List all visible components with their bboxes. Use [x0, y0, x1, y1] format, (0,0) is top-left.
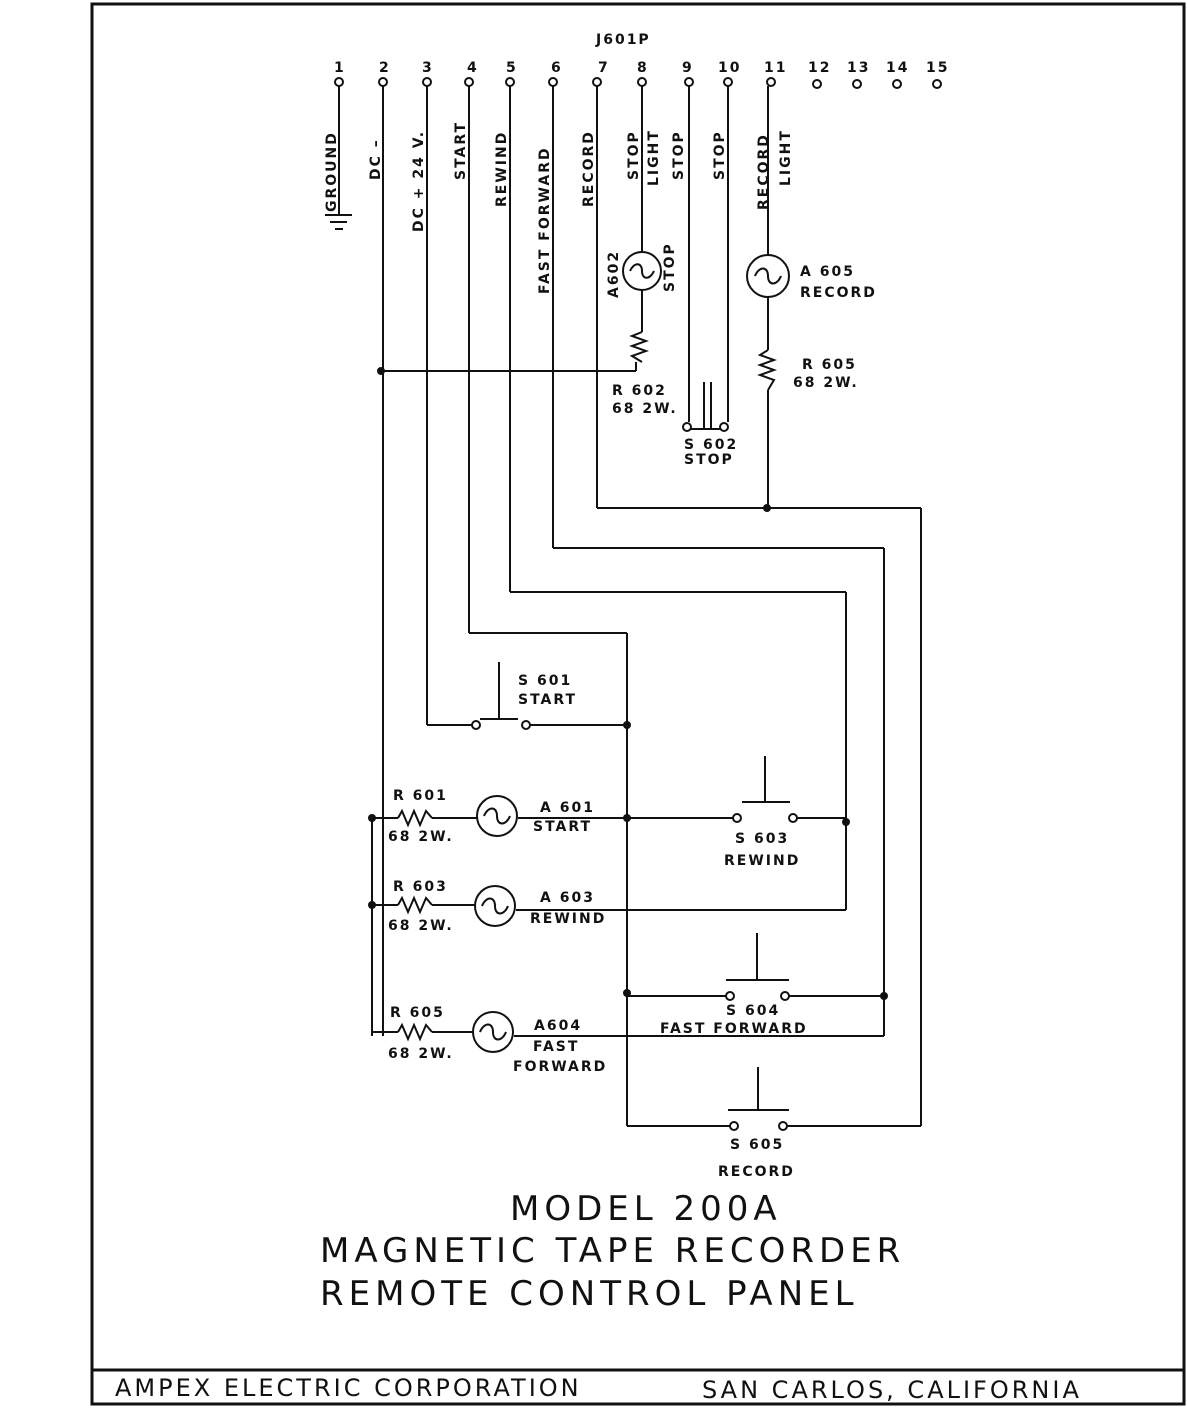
wiring [325, 86, 921, 1126]
resistor-r605-bottom [398, 1025, 432, 1039]
r602-ref: R 602 [612, 383, 667, 399]
s604-name: FAST FORWARD [660, 1021, 808, 1037]
pin-number-11: 11 [764, 60, 788, 76]
label-a602-name: STOP [662, 242, 678, 292]
s603-ref: S 603 [735, 831, 790, 847]
title-model: MODEL 200A [510, 1189, 782, 1229]
label-stop-light-1: STOP [626, 130, 642, 180]
pin-number-9: 9 [682, 60, 694, 76]
pin-numbers [334, 60, 949, 76]
r605-top-value: 68 2W. [793, 375, 859, 391]
s603-name: REWIND [724, 853, 801, 869]
a605-name: RECORD [800, 285, 877, 301]
label-a602-ref: A602 [606, 249, 622, 298]
title-recorder: MAGNETIC TAPE RECORDER [320, 1231, 906, 1271]
lamp-a603 [475, 886, 515, 926]
title-block [320, 1189, 905, 1314]
r603-value: 68 2W. [388, 918, 454, 934]
label-dc-minus: DC – [368, 138, 384, 180]
lamp-a605 [747, 255, 789, 297]
component-labels [388, 264, 877, 1180]
resistor-r601 [398, 811, 432, 825]
s605-name: RECORD [718, 1164, 795, 1180]
pin-number-12: 12 [808, 60, 832, 76]
pin-number-14: 14 [886, 60, 910, 76]
a603-ref: A 603 [540, 890, 595, 906]
pin-number-1: 1 [334, 60, 346, 76]
connector-label: J601P [596, 32, 651, 48]
pin-number-3: 3 [422, 60, 434, 76]
pin-number-13: 13 [847, 60, 871, 76]
label-fast-forward: FAST FORWARD [537, 146, 553, 294]
pin-number-15: 15 [926, 60, 950, 76]
pin-number-8: 8 [637, 60, 649, 76]
label-record: RECORD [581, 130, 597, 207]
a604-ref: A604 [534, 1018, 583, 1034]
label-rewind: REWIND [494, 130, 510, 207]
pin-number-7: 7 [598, 60, 610, 76]
s601-ref: S 601 [518, 673, 573, 689]
label-ground: GROUND [324, 131, 340, 212]
wire-labels [324, 121, 794, 298]
a605-ref: A 605 [800, 264, 855, 280]
label-stop-9: STOP [671, 130, 687, 180]
title-panel: REMOTE CONTROL PANEL [320, 1274, 859, 1314]
label-dc-plus: DC + 24 V. [411, 129, 427, 232]
footer [115, 1374, 1082, 1404]
a604-name-2: FORWARD [513, 1059, 608, 1075]
label-stop-10: STOP [712, 130, 728, 180]
s604-ref: S 604 [726, 1003, 781, 1019]
label-record-light-2: LIGHT [778, 129, 794, 186]
resistor-r603 [398, 898, 432, 912]
pin-number-2: 2 [379, 60, 391, 76]
pin-number-10: 10 [718, 60, 742, 76]
s602-ref: S 602 [684, 437, 739, 453]
connector-terminals [335, 78, 941, 88]
r605-top-ref: R 605 [802, 357, 857, 373]
lamp-a601 [477, 796, 517, 836]
s602-name: STOP [684, 452, 734, 468]
r605-bottom-ref: R 605 [390, 1005, 445, 1021]
s605-ref: S 605 [730, 1137, 785, 1153]
label-record-light-1: RECORD [756, 133, 772, 210]
r601-ref: R 601 [393, 788, 448, 804]
r601-value: 68 2W. [388, 829, 454, 845]
label-stop-light-2: LIGHT [646, 129, 662, 186]
resistor-r602 [632, 332, 646, 362]
a601-ref: A 601 [540, 800, 595, 816]
pin-number-5: 5 [506, 60, 518, 76]
footer-location: SAN CARLOS, CALIFORNIA [702, 1376, 1082, 1404]
lamp-a602 [623, 252, 661, 290]
r603-ref: R 603 [393, 879, 448, 895]
resistor-r605-top [760, 350, 774, 390]
a601-name: START [533, 819, 593, 835]
a603-name: REWIND [530, 911, 607, 927]
pin-number-6: 6 [551, 60, 563, 76]
r602-value: 68 2W. [612, 401, 678, 417]
s601-name: START [518, 692, 578, 708]
a604-name-1: FAST [533, 1039, 580, 1055]
r605-bottom-value: 68 2W. [388, 1046, 454, 1062]
label-start: START [453, 120, 469, 180]
lamp-a604 [473, 1012, 513, 1052]
footer-company: AMPEX ELECTRIC CORPORATION [115, 1374, 582, 1402]
pin-number-4: 4 [467, 60, 479, 76]
